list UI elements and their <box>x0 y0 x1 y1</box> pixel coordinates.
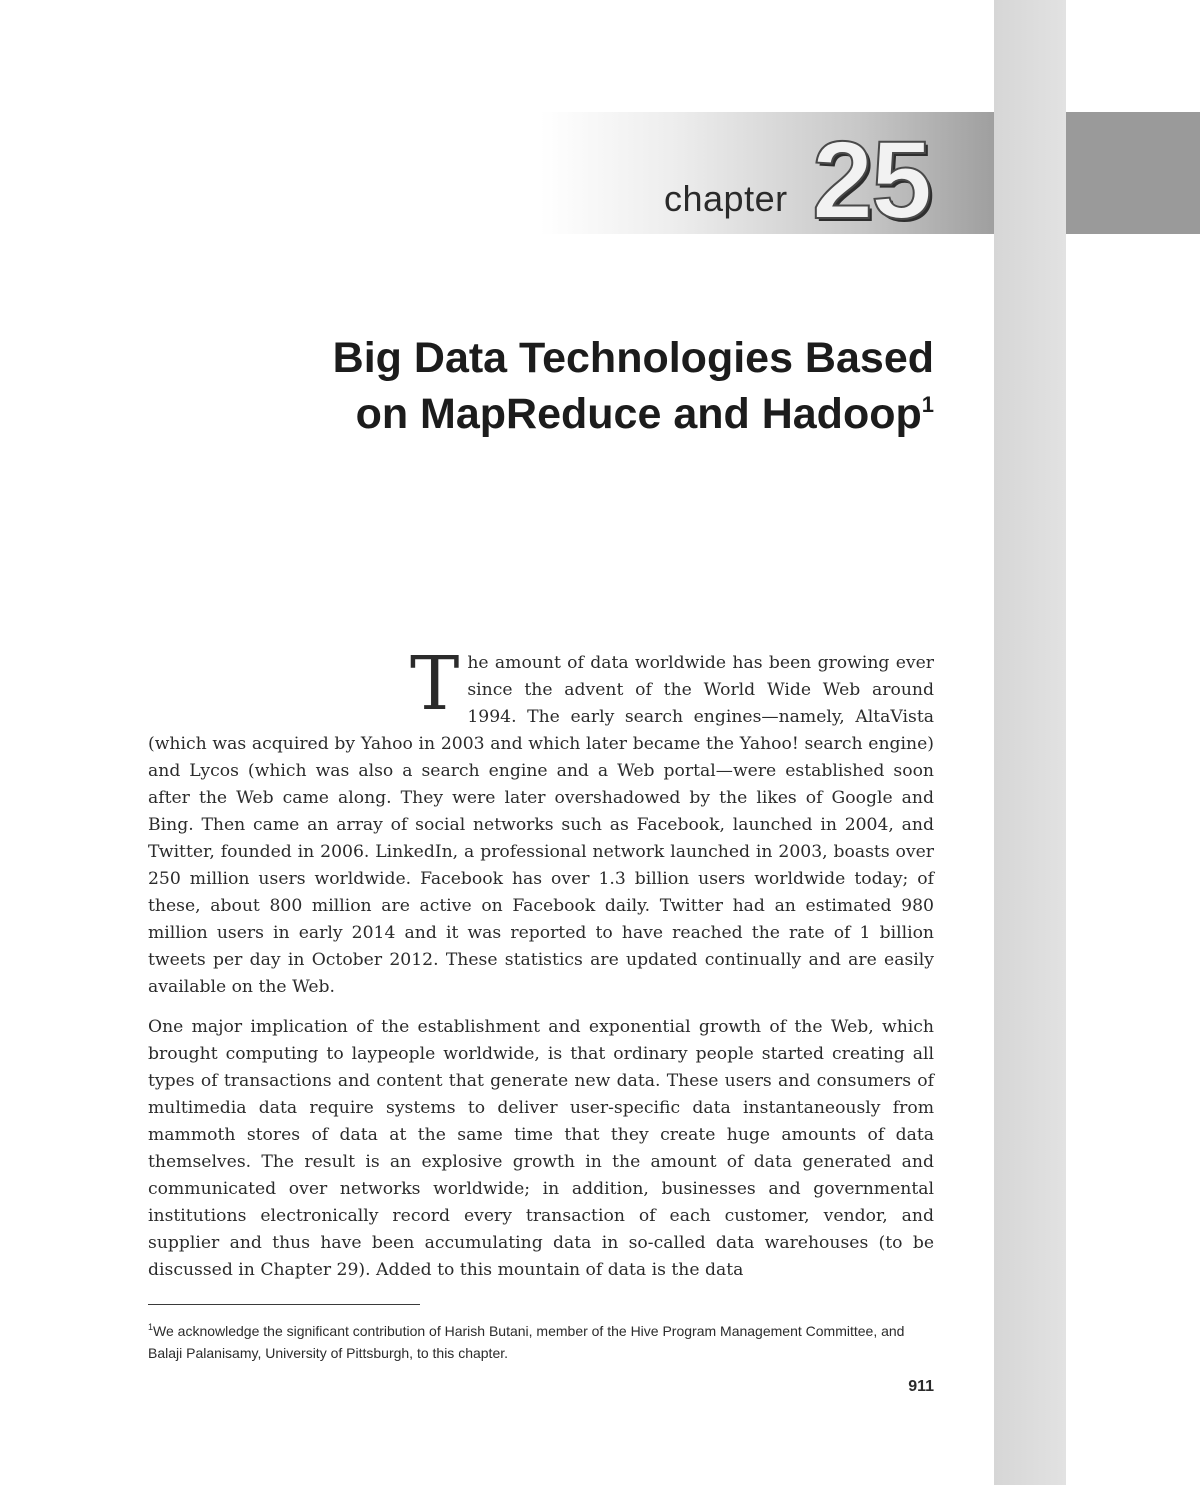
title-footnote-marker[interactable]: 1 <box>921 392 934 417</box>
chapter-title-line-2-text: on MapReduce and Hadoop <box>355 390 922 438</box>
footnote-divider <box>148 1304 420 1305</box>
chapter-title-line-1: Big Data Technologies Based <box>332 334 934 382</box>
drop-cap: T <box>410 641 460 727</box>
footnote-marker: 1 <box>148 1322 154 1332</box>
body-paragraph-1-text: he amount of data worldwide has been growing ever since the advent of the World Wide Web around 1994. The early search engines—namely, AltaVista (which was acquired by Yahoo in 2003 and which later became the Yahoo! search engine) and Lycos (which was also a search engine and a Web portal—were established soon after the Web came along. They were later overshadowed by the likes of Google and Bing. Then came an array of social networks such as Facebook, launched in 2004, and Twitter, founded in 2006. LinkedIn, a professional network launched in 2003, boasts over 250 million users worldwide. Facebook has over 1.3 billion users worldwide today; of these, about 800 million are active on Facebook daily. Twitter had an estimated 980 million users in early 2014 and it was reported to have reached the rate of 1 billion tweets per day in October 2012. These statistics are updated continually and are easily available on the Web. <box>148 653 934 997</box>
chapter-number: 25 <box>812 119 931 242</box>
footnote-text: We acknowledge the significant contribution of Harish Butani, member of the Hive Program Management Committee, and Balaji Palanisamy, University of Pittsburgh, to this chapter. <box>148 1323 905 1361</box>
body-paragraph-1 <box>148 641 934 1001</box>
chapter-title-line-2 <box>174 386 934 442</box>
page-number: 911 <box>908 1378 934 1395</box>
footnote <box>148 1320 938 1364</box>
chapter-title <box>174 330 934 442</box>
side-margin-bar <box>994 0 1066 1485</box>
body-paragraph-2: One major implication of the establishment and exponential growth of the Web, which brought computing to laypeople worldwide, is that ordinary people started creating all types of transactions and content that generate new data. These users and consumers of multimedia data require systems to deliver user-specific data instantaneously from mammoth stores of data at the same time that they create huge amounts of data themselves. The result is an explosive growth in the amount of data generated and communicated over networks worldwide; in addition, businesses and governmental institutions electronically record every transaction of each customer, vendor, and supplier and thus have been accumulating data in so-called data warehouses (to be discussed in Chapter 29). Added to this mountain of data is the data <box>148 1017 934 1280</box>
chapter-thumb-tab <box>1066 112 1200 234</box>
chapter-label: chapter <box>664 178 788 219</box>
